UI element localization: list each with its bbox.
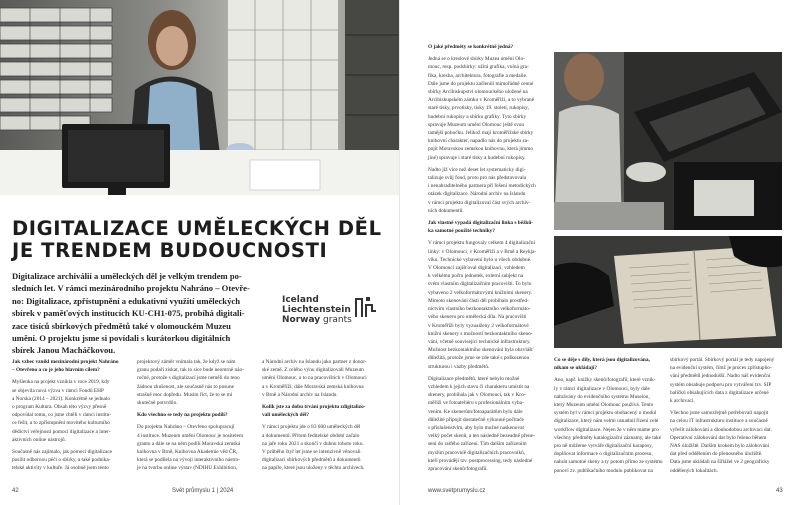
body-text-line: s příslušenstvím, aby bylo možné naskenovat: [428, 424, 524, 431]
body-text-line: na celou IT infrastrukturu instituce a současně: [670, 418, 768, 425]
body-text-line: odpovídal tomu, co jsme chtěli v rámci institu-: [12, 412, 112, 419]
body-text-line: na papíře, které jsou uloženy v těchto archivech.: [262, 465, 365, 472]
body-text-line: a dokumentů. Přitom feditelské období začalo: [262, 432, 360, 439]
lead-line: sbírek v paměťových institucích KU-CH1-075, probíhá digitali-: [12, 308, 245, 319]
body-text-line: Všechno jsme samozřejmě potřebovali napojit: [670, 410, 769, 417]
body-text-line: telské aktivity v kultuře. Já osobně jsem tento: [12, 465, 109, 472]
body-text-line: a v Kroměříži, dále Moravská zemská knihovna: [262, 383, 364, 390]
lead-line: zace tisíců sbírkových předmětů také v olomouckém Muzeu: [12, 320, 231, 331]
body-text-line: vením. Ke skenerům/fotoaparátům bylo dále: [428, 408, 523, 415]
body-text-line: 4 instituce. Muzeum umění Olomouc je nositelem: [137, 432, 244, 439]
body-text-line: který Muzeum umění Olomouc používá. Tento: [554, 402, 654, 409]
body-text-line: ly v rámci digitalizace v Olomouci, byly dále: [554, 385, 650, 392]
body-text-line: oddělených lokalitách.: [670, 467, 718, 474]
body-text-line: vyřešit zálohování a dlouhodobou archivaci dat.: [670, 426, 772, 433]
body-text-line: strašně moc dopředu. Musím říct, že to se mi: [137, 391, 233, 398]
body-text-line: ce řešit, a to zpřístupnění movitého kulturního: [12, 420, 110, 427]
body-text-line: strukturou i vazby předmětů.: [428, 363, 490, 370]
body-text-line: v rámci projektu digitalizoval část svých archiv-: [428, 199, 531, 206]
grants-logo-text: [282, 295, 352, 325]
body-text-line: sení do raifého zařízení. Tím dalším zařízením: [428, 441, 527, 448]
body-text-line: mouc, resp. podsbírky: užitá grafika, volná gra-: [428, 64, 529, 71]
body-text-line: systém byl v rámci projektu obohacený o modul: [554, 410, 657, 417]
body-text-line: granu podaří získat, tak to sice bude neomrně náo-: [137, 367, 244, 374]
body-text-line: na evidenční systém, čímž je proces zpřístupňo-: [670, 365, 772, 372]
photo-scanner-workstation: [554, 52, 782, 230]
body-text-line: víku. Technické vybavení bylo u všech obdobné.: [428, 256, 532, 263]
body-text-line: ních dokumentů.: [428, 207, 464, 214]
body-text-line: V rámci projektu jde o 83 600 uměleckých děl: [262, 424, 361, 431]
lead-line: no: Digitalizace, zpřístupnění a edukativní využití uměleckých: [12, 295, 240, 306]
headline-line-2: JE TRENDEM BUDOUCNOSTI: [12, 239, 328, 262]
body-text-line: všechny předměty katalogizační záznamy, ale také: [554, 434, 662, 441]
body-text-line: a Národní archiv na Islandu jako partner z donor-: [262, 359, 367, 365]
body-text-line: digitalizace, který nám velmi usnadnil řízení celé: [554, 418, 659, 425]
body-text-line: skenery, probíhala jak v Olomouci, tak v Kro-: [428, 392, 526, 399]
right-text-column-3: [670, 356, 785, 475]
body-text-line: o program Kultura. Obsah této výzvy přesně: [12, 404, 107, 411]
body-text-line: talizuje svůj fond, proto pro nás představovala: [428, 175, 527, 182]
body-text-line: ročné, protože s digitalizací jsme neměli do teno: [137, 375, 240, 382]
body-text-line: V rámci projektu fungovaly celkem 4 digitalizační: [428, 240, 535, 247]
body-text-line: sbírkový portál. Sbírkový portál je tedy napojený: [670, 357, 775, 363]
body-text-line: důležité připojit dostatečně výkonné počítače: [428, 416, 524, 423]
body-text-line: fika, kresba, architektura, fotografie a medaile.: [428, 72, 528, 79]
body-text-line: pro ně můžeme vytváře digitalizační karaposy,: [554, 443, 653, 450]
body-text-line: balíčků obsahujících data z digitalizace určené: [670, 389, 769, 396]
body-text-line: nictvím vlastního bezkontaktního velkoformáto-: [428, 306, 531, 313]
body-text-line: grantu a dále se na něm podílí Moravská zemská: [137, 440, 241, 447]
body-text-line: knižní skenery s možností bezkontaktního skeno-: [428, 330, 533, 337]
body-text-line: skutečně potvrdilo.: [137, 400, 178, 407]
interview-question: Jak vzbec vznikl mezinárodní projekt Nahráno: [12, 359, 119, 365]
body-text-line: a Norska (2014 – 2021). Konkrétně se jednalo: [12, 395, 110, 402]
body-text-line: kteří provádějí tzv. postprocessing, tedy následné: [428, 457, 533, 464]
right-text-column-1: [428, 43, 546, 473]
body-text-line: svém vlastním digitalizačním pracovišti. To bylo: [428, 281, 532, 288]
interview-question: Kolik jste za dobu trvání projektu zdigitalizo-: [262, 404, 366, 411]
headline-line-1: DIGITALIZACE UMĚLECKÝCH DĚL: [12, 217, 382, 240]
body-text-line: knihovna v Brně, Knihovna Akademie věd ČR,: [137, 449, 238, 456]
body-text-line: nahrávány do evidenčního systému Museion,: [554, 393, 650, 400]
interview-question: O jaké předměty se konkrétně jedná?: [428, 44, 514, 50]
body-text-line: spravuje Muzeum umění Olomouc ještě svou: [428, 121, 525, 128]
right-text-column-2: [554, 356, 664, 475]
article-headline: [12, 218, 392, 262]
body-text-line: pojit Moravskou zemskou knihovnu, která jimmo: [428, 146, 534, 153]
interview-question: – Otevřeno a co je jeho hlavním cílem?: [12, 367, 100, 374]
body-text-line: i nenahraditelného partnera při řešení metodických: [428, 183, 536, 190]
interview-question: Kdo všechno se tedy na projektu podílí?: [137, 412, 228, 419]
body-text-line: k velkému počtu jednotek, externí subjekt na: [428, 273, 524, 280]
body-text-line: nahrát samotné skeny a ty potom přímo ze systému: [554, 459, 663, 466]
body-text-line: Mimoto skenování části děl probíhalo prostřed-: [428, 297, 529, 304]
body-text-line: Možnost bezkontaktního skenování byla obzvlášť: [428, 347, 534, 354]
body-text-line: Myšlenka na projekt vznikla v roce 2019, kdy: [12, 379, 110, 386]
body-text-line: měříži ve fotoateliéru s profesionálním vyba-: [428, 400, 524, 407]
lead-line: sledních let. V rámci mezinárodního projektu Nahráno – Otevře-: [12, 283, 250, 294]
body-text-line: otázek digitalizace. Národní archiv na Islandu: [428, 191, 526, 198]
body-text-line: posílit odbornou péči o sbírky, a také podnika-: [12, 457, 111, 464]
body-text-line: k archivaci.: [670, 398, 695, 405]
body-text-line: myslím pracovníě digitalizačních pracovníků,: [428, 449, 526, 456]
interview-question: vali uměleckých děl?: [262, 412, 310, 419]
folio-page-number-left: 42: [12, 488, 19, 494]
body-text-line: hudební rukopisy a sbírku grafiky. Tyto sbírky: [428, 113, 527, 120]
body-text-line: žádnou zkušenost, ale současně nás to posune: [137, 383, 234, 390]
interview-question: ka samotné použité techniky?: [428, 228, 495, 235]
folio-magazine-title: Svět průmyslu 1 | 2024: [172, 488, 234, 494]
lead-line: Digitalizace archiválií a uměleckých děl je velkým trendem po-: [12, 271, 242, 281]
body-text-line: Nadto již více než deset let systematicky digi-: [428, 166, 526, 173]
body-text-line: vání předmětů jednodušší. Nadto náš evidenční: [670, 373, 771, 380]
body-text-line: Data jsme ukládali na šířlážel ve 2 geograficky: [670, 459, 770, 466]
body-text-line: workflow digitalizace. Nejen že v něm máme pro: [554, 426, 659, 433]
body-text-line: jiné) spravuje i staré tisky a hudební rukopisy.: [428, 154, 526, 161]
lead-line: umění. O projektu jsme si povídali s kurátorkou digitálních: [12, 333, 231, 344]
left-text-column-3: [262, 358, 380, 473]
body-text-line: vybaveno 2 velkoformátovými knižními skenery.: [428, 289, 533, 296]
body-text-line: v Brně a Národní archiv na Islandu.: [262, 391, 338, 398]
body-text-line: doplňovat informace o digitalizačním procesu,: [554, 451, 653, 458]
body-text-line: aktivních online nástrojů.: [12, 436, 66, 443]
body-text-line: vání, včetně související technické infrastruktury.: [428, 338, 531, 345]
body-text-line: NAS úložiště. Dalším krokem bylo zálohování: [670, 443, 770, 450]
folio-website-url: www.svetprumyslu.cz: [428, 488, 486, 494]
body-text-line: zpracování skenů/fotografií.: [428, 465, 488, 472]
body-text-line: důležitá, protože jsme se zde také s poškozenou: [428, 355, 530, 362]
article-lead: [12, 270, 304, 357]
folio-page-number-right: 43: [776, 488, 783, 494]
body-text-line: vzhledem k jejich stavu či charakteru umístit na: [428, 383, 530, 390]
body-text-line: ské země. Z celého výnu digitalizovali Muzeum: [262, 367, 364, 374]
body-text-line: v Kroměříži byly vyzuaiženy 2 velkoformátové: [428, 322, 529, 329]
body-text-line: V průběhu čtyř let jsme se intenzivně věnovali: [262, 449, 361, 456]
photo-old-book-gloved-hands: [554, 236, 782, 348]
left-text-column-1: [12, 358, 130, 473]
body-text-line: na jaře roku 2021 a skončí v dubnu tohoto roku.: [262, 440, 364, 447]
body-text-line: projektový záměr vnímala tak, že když se nám: [137, 359, 236, 365]
logo-line-iceland: Iceland: [282, 295, 319, 305]
body-text-line: je na tvorbu online výstav (NDIHU Exhibition,: [137, 465, 238, 472]
right-page: [400, 0, 800, 505]
body-text-line: Digitalizace předmětů, které nebylo možné: [428, 375, 520, 382]
body-text-line: velký počet skenů, a ten následně bezeadně přene-: [428, 433, 535, 440]
body-text-line: Jedná se o kreslové sbírky Muzea umění Olo-: [428, 56, 525, 63]
interview-question: Co se děje s díly, která jsou digitalizována,: [554, 357, 650, 363]
body-text-line: systém obsahuje podporu pro vytváření tzv. SIP: [670, 381, 772, 388]
body-text-line: se objevila nová výzva v rámci Fondů EHP: [12, 387, 104, 394]
hero-photo-archive-worker: [0, 0, 400, 215]
grants-logo-mark-icon: [354, 295, 378, 319]
body-text-line: umění Olomouc, a to na pracovištích v Olomouci: [262, 375, 367, 382]
lead-line: sbírek Janou Macháčkovou.: [12, 345, 116, 356]
body-text-line: tamější pobočku. Jelikož mají kroměřížské sbírky: [428, 130, 534, 137]
body-text-line: dědictví veřejnosti pomocí digitalizace a inter-: [12, 428, 111, 435]
body-text-line: vého skeneru pro umělecká díla. Na pracovišti: [428, 314, 527, 321]
body-text-line: staré tisky, prvotisky, tisky 19. století, rukopisy,: [428, 105, 529, 112]
body-text-line: linky: v Olomouci, v Kroměříži a v Brně a Reykja-: [428, 248, 537, 255]
body-text-line: která se podílela na vývoji interaktivního nástro-: [137, 457, 240, 464]
logo-line-norway: Norway grants: [282, 315, 352, 325]
body-text-line: Do projektu Nahráno – Otevřeno spolupracují: [137, 424, 235, 431]
body-text-line: Dále jsme do projektu začlenili mimořádně cenné: [428, 80, 534, 87]
interview-question: nikam se ukládají?: [554, 365, 597, 372]
body-text-line: Současně nás zajímalo, jak pomocí digitalizace: [12, 449, 113, 456]
body-text-line: dat před oddělením do přenosného úložiště.: [670, 451, 763, 458]
body-text-line: knihovní charakter, napadlo nás do projektu za-: [428, 138, 529, 145]
body-text-line: Operativní zálohování dat bylo řešeno během: [670, 434, 767, 441]
body-text-line: Ano, např. knižky skenů/fotografií, které vznik-: [554, 377, 656, 384]
interview-question: Jak vlastně vypadá digitalizační linka s běžků-: [428, 220, 534, 227]
body-text-line: digitalizaci sbírkových předmětů a dokumentů: [262, 457, 361, 464]
left-text-column-2: [137, 358, 255, 473]
body-text-line: sbírky Arcibiskupství olomouckého uložené na: [428, 89, 528, 96]
logo-line-liechtenstein: Liechtenstein: [282, 305, 351, 315]
body-text-line: ponoví zv. publikačního modulu publikovat na: [554, 467, 653, 474]
grants-logo: [282, 295, 392, 341]
body-text-line: V Olomouci zajišťoval digitalizaci, vzhledem: [428, 265, 525, 272]
body-text-line: Arcibiskupském zámku v Kroměříži, a to vybrané: [428, 97, 535, 104]
